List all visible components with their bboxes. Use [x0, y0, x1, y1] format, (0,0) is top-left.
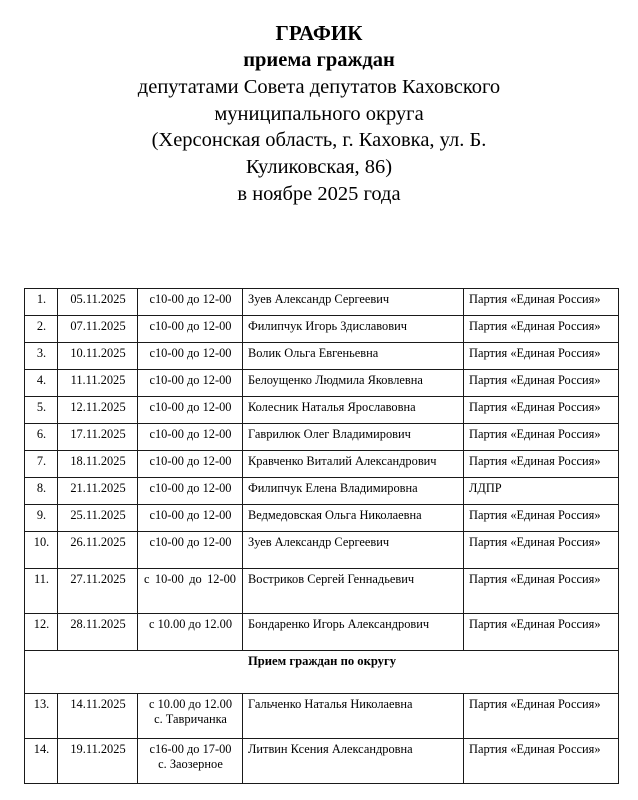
row-number: 11.	[25, 569, 58, 614]
row-time-value: с 10.00 до 12.00	[148, 697, 233, 711]
row-number: 3.	[25, 343, 58, 370]
row-party: Партия «Единая Россия»	[464, 451, 619, 478]
row-party: Партия «Единая Россия»	[464, 397, 619, 424]
table-row	[25, 694, 619, 739]
row-deputy-name: Гаврилюк Олег Владимирович	[243, 424, 464, 451]
document-title-block	[0, 0, 638, 207]
row-deputy-name: Кравченко Виталий Александрович	[243, 451, 464, 478]
row-date: 25.11.2025	[58, 505, 138, 532]
title-subline-1: приема граждан	[243, 49, 395, 72]
table-row	[25, 343, 619, 370]
row-deputy-name: Филипчук Игорь Здиславович	[243, 316, 464, 343]
table-row	[25, 505, 619, 532]
row-party: Партия «Единая Россия»	[464, 370, 619, 397]
row-date: 12.11.2025	[58, 397, 138, 424]
row-place: с. Заозерное	[158, 757, 223, 772]
title-subline-3: муниципального округа	[214, 102, 424, 125]
row-party: Партия «Единая Россия»	[464, 532, 619, 569]
row-number: 4.	[25, 370, 58, 397]
row-date: 07.11.2025	[58, 316, 138, 343]
row-date: 28.11.2025	[58, 614, 138, 651]
table-row	[25, 614, 619, 651]
row-time: с10-00 до 12-00	[138, 289, 243, 316]
row-party: Партия «Единая Россия»	[464, 694, 619, 739]
row-time: с 10.00 до 12.00	[138, 614, 243, 651]
row-date: 14.11.2025	[58, 694, 138, 739]
row-date: 11.11.2025	[58, 370, 138, 397]
title-subline-6: в ноябре 2025 года	[237, 182, 401, 205]
row-number: 7.	[25, 451, 58, 478]
row-time: с10-00 до 12-00	[138, 316, 243, 343]
row-date: 27.11.2025	[58, 569, 138, 614]
row-party: Партия «Единая Россия»	[464, 739, 619, 784]
table-row	[25, 569, 619, 614]
row-deputy-name: Волик Ольга Евгеньевна	[243, 343, 464, 370]
row-date: 18.11.2025	[58, 451, 138, 478]
row-number: 14.	[25, 739, 58, 784]
row-time: с10-00 до 12-00	[138, 397, 243, 424]
row-number: 5.	[25, 397, 58, 424]
table-row	[25, 532, 619, 569]
row-number: 10.	[25, 532, 58, 569]
row-number: 8.	[25, 478, 58, 505]
title-subline-4: (Херсонская область, г. Каховка, ул. Б.	[151, 129, 487, 152]
row-party: Партия «Единая Россия»	[464, 505, 619, 532]
table-row	[25, 316, 619, 343]
title-subline-5: Куликовская, 86)	[245, 155, 393, 178]
row-date: 21.11.2025	[58, 478, 138, 505]
row-deputy-name: Гальченко Наталья Николаевна	[243, 694, 464, 739]
row-deputy-name: Бондаренко Игорь Александрович	[243, 614, 464, 651]
section-header-row	[25, 651, 619, 694]
row-party: Партия «Единая Россия»	[464, 289, 619, 316]
row-time: с10-00 до 12-00	[138, 424, 243, 451]
row-deputy-name: Белоущенко Людмила Яковлевна	[243, 370, 464, 397]
table-row	[25, 289, 619, 316]
row-time: с10-00 до 12-00	[138, 478, 243, 505]
table-row	[25, 370, 619, 397]
row-number: 13.	[25, 694, 58, 739]
row-party: Партия «Единая Россия»	[464, 614, 619, 651]
row-party: Партия «Единая Россия»	[464, 316, 619, 343]
row-number: 6.	[25, 424, 58, 451]
table-row	[25, 478, 619, 505]
row-time: с10-00 до 12-00	[138, 451, 243, 478]
row-deputy-name: Филипчук Елена Владимировна	[243, 478, 464, 505]
row-date: 05.11.2025	[58, 289, 138, 316]
row-place: с. Тавричанка	[154, 712, 227, 727]
table-row	[25, 739, 619, 784]
section-header-label: Прием граждан по округу	[25, 651, 619, 694]
row-number: 1.	[25, 289, 58, 316]
row-date: 17.11.2025	[58, 424, 138, 451]
row-deputy-name: Зуев Александр Сергеевич	[243, 289, 464, 316]
table-row	[25, 397, 619, 424]
table-row	[25, 424, 619, 451]
row-time: с10-00 до 12-00	[138, 343, 243, 370]
row-date: 26.11.2025	[58, 532, 138, 569]
row-time	[138, 739, 243, 784]
row-party: Партия «Единая Россия»	[464, 569, 619, 614]
title-subline-2: депутатами Совета депутатов Каховского	[137, 75, 501, 98]
table-row	[25, 451, 619, 478]
row-date: 19.11.2025	[58, 739, 138, 784]
row-date: 10.11.2025	[58, 343, 138, 370]
row-party: ЛДПР	[464, 478, 619, 505]
row-party: Партия «Единая Россия»	[464, 424, 619, 451]
row-number: 9.	[25, 505, 58, 532]
row-time: с10-00 до 12-00	[138, 505, 243, 532]
row-number: 2.	[25, 316, 58, 343]
row-deputy-name: Востриков Сергей Геннадьевич	[243, 569, 464, 614]
row-time	[138, 694, 243, 739]
page-title: ГРАФИК	[275, 21, 363, 45]
row-time: с10-00 до 12-00	[138, 370, 243, 397]
row-time: с10-00 до 12-00	[138, 532, 243, 569]
row-number: 12.	[25, 614, 58, 651]
schedule-table-container	[24, 288, 618, 784]
row-deputy-name: Ведмедовская Ольга Николаевна	[243, 505, 464, 532]
row-deputy-name: Литвин Ксения Александровна	[243, 739, 464, 784]
row-deputy-name: Зуев Александр Сергеевич	[243, 532, 464, 569]
row-time-value: с16-00 до 17-00	[149, 742, 232, 756]
row-deputy-name: Колесник Наталья Ярославовна	[243, 397, 464, 424]
row-party: Партия «Единая Россия»	[464, 343, 619, 370]
row-time: с 10-00 до 12-00	[138, 569, 243, 614]
schedule-table	[24, 288, 619, 784]
